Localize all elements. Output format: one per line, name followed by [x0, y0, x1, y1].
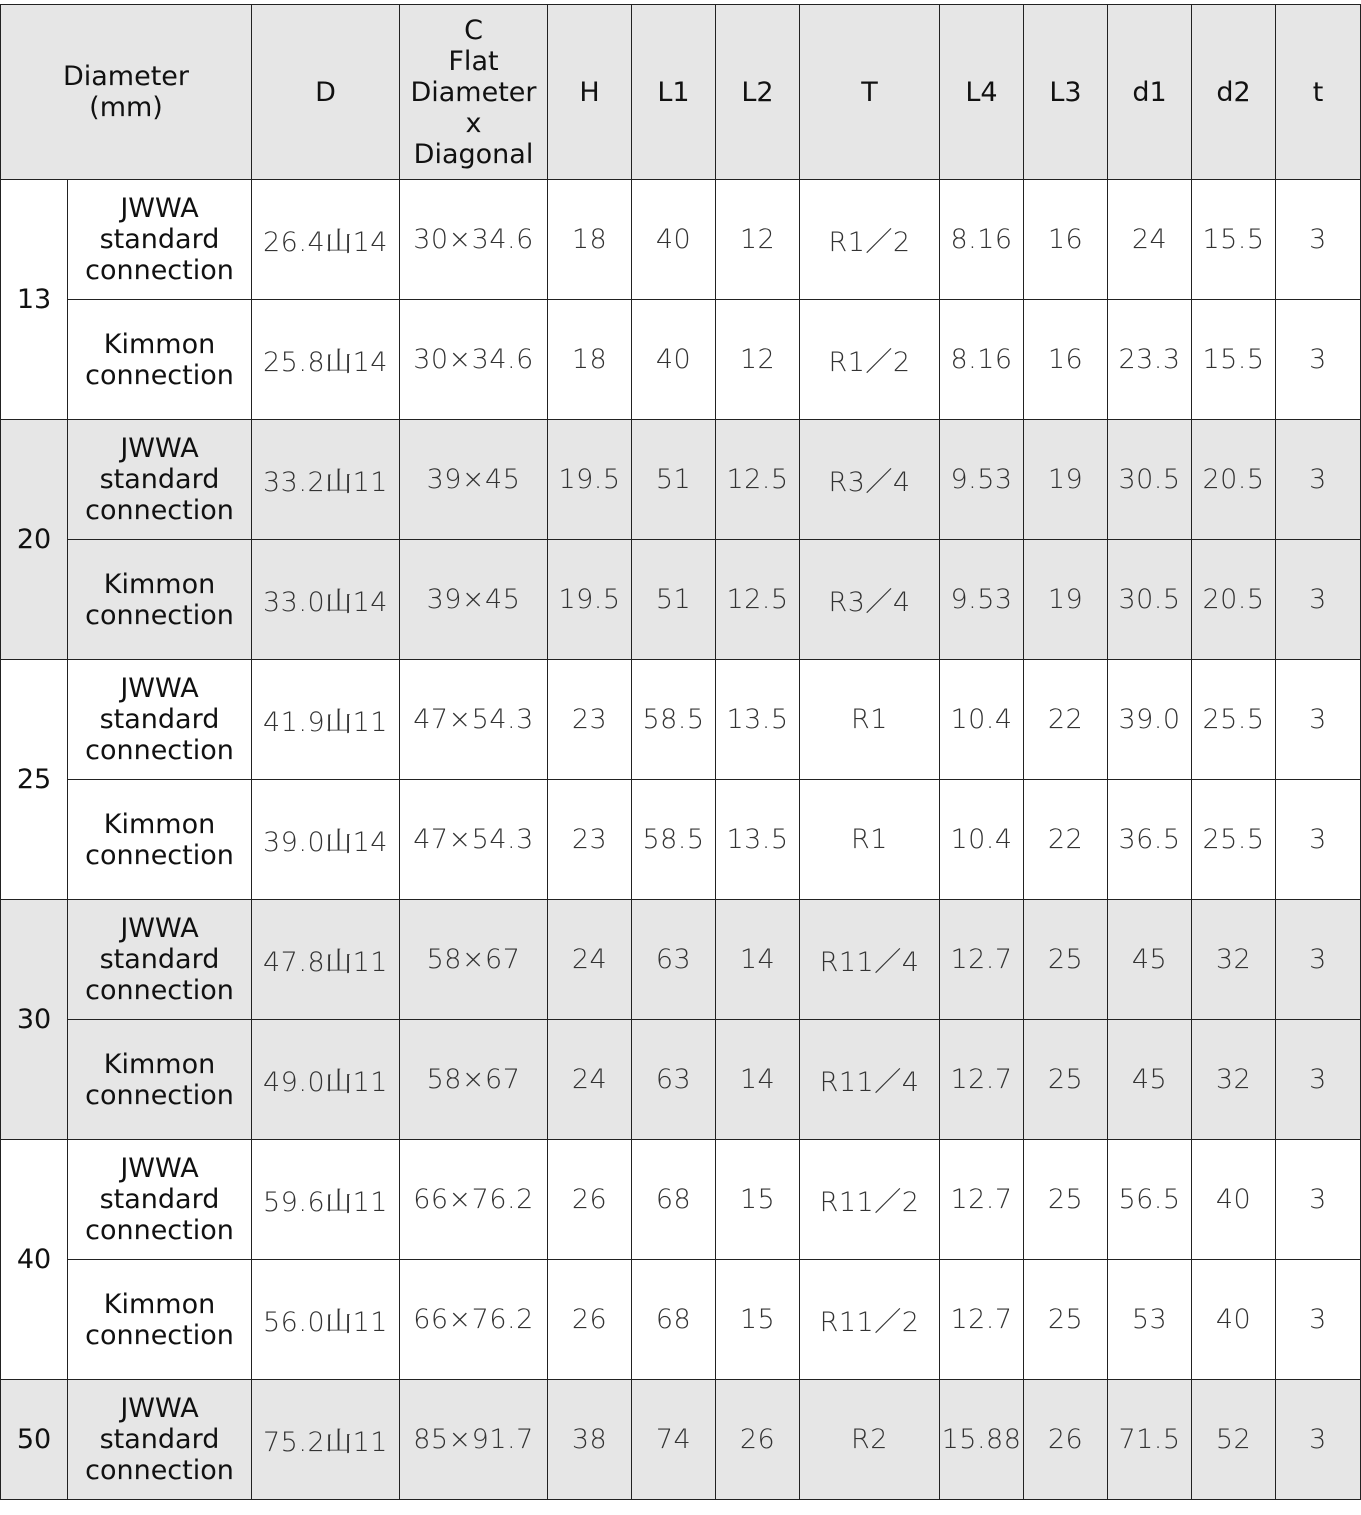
diameter-cell: 20 — [1, 420, 68, 660]
cell-L2: 14 — [716, 1020, 800, 1140]
cell-d2: 25.5 — [1192, 660, 1276, 780]
diameter-group-40 — [1, 1140, 1361, 1380]
header-L1-label: L1 — [657, 76, 690, 108]
header-d2 — [1192, 5, 1276, 180]
cell-C: 66×76.2 — [400, 1260, 548, 1380]
header-diameter — [1, 5, 252, 180]
cell-C: 30×34.6 — [400, 300, 548, 420]
cell-L1: 40 — [632, 300, 716, 420]
cell-L2: 13.5 — [716, 780, 800, 900]
cell-C: 39×45 — [400, 420, 548, 540]
cell-H: 19.5 — [548, 540, 632, 660]
cell-d2: 40 — [1192, 1260, 1276, 1380]
cell-T: R11／2 — [800, 1140, 940, 1260]
cell-L3: 16 — [1024, 180, 1108, 300]
cell-t: 3 — [1276, 1020, 1361, 1140]
table-row — [1, 300, 1361, 420]
cell-L2: 12.5 — [716, 420, 800, 540]
cell-L2: 12 — [716, 300, 800, 420]
cell-L3: 16 — [1024, 300, 1108, 420]
cell-T: R3／4 — [800, 420, 940, 540]
cell-L4: 15.88 — [940, 1380, 1024, 1500]
cell-L3: 19 — [1024, 420, 1108, 540]
header-L2 — [716, 5, 800, 180]
cell-L1: 74 — [632, 1380, 716, 1500]
cell-d1: 45 — [1108, 900, 1192, 1020]
cell-d2: 20.5 — [1192, 420, 1276, 540]
cell-T: R3／4 — [800, 540, 940, 660]
cell-L3: 19 — [1024, 540, 1108, 660]
table-row — [1, 660, 1361, 780]
cell-L2: 15 — [716, 1260, 800, 1380]
header-d1-label: d1 — [1132, 76, 1167, 108]
cell-L4: 10.4 — [940, 780, 1024, 900]
cell-L4: 12.7 — [940, 1260, 1024, 1380]
cell-H: 24 — [548, 900, 632, 1020]
diameter-group-20 — [1, 420, 1361, 660]
table-row — [1, 1260, 1361, 1380]
connection-type-cell: Kimmon connection — [68, 300, 252, 420]
cell-d2: 32 — [1192, 1020, 1276, 1140]
cell-d1: 45 — [1108, 1020, 1192, 1140]
cell-L3: 22 — [1024, 780, 1108, 900]
cell-L1: 63 — [632, 1020, 716, 1140]
table-row — [1, 180, 1361, 300]
cell-T: R11／2 — [800, 1260, 940, 1380]
cell-d2: 25.5 — [1192, 780, 1276, 900]
diameter-group-50 — [1, 1380, 1361, 1500]
cell-H: 26 — [548, 1140, 632, 1260]
cell-d1: 71.5 — [1108, 1380, 1192, 1500]
cell-L3: 25 — [1024, 1140, 1108, 1260]
cell-C: 85×91.7 — [400, 1380, 548, 1500]
connection-type-cell: JWWA standard connection — [68, 660, 252, 780]
cell-D: 59.6山11 — [252, 1140, 400, 1260]
cell-D: 47.8山11 — [252, 900, 400, 1020]
cell-D: 39.0山14 — [252, 780, 400, 900]
cell-L3: 22 — [1024, 660, 1108, 780]
cell-C: 66×76.2 — [400, 1140, 548, 1260]
cell-d1: 36.5 — [1108, 780, 1192, 900]
connection-type-cell: Kimmon connection — [68, 540, 252, 660]
cell-D: 49.0山11 — [252, 1020, 400, 1140]
diameter-cell: 50 — [1, 1380, 68, 1500]
header-H-label: H — [579, 76, 600, 108]
cell-L4: 10.4 — [940, 660, 1024, 780]
header-C — [400, 5, 548, 180]
cell-t: 3 — [1276, 780, 1361, 900]
cell-d1: 30.5 — [1108, 420, 1192, 540]
cell-C: 47×54.3 — [400, 660, 548, 780]
diameter-group-13 — [1, 180, 1361, 420]
cell-t: 3 — [1276, 1140, 1361, 1260]
header-d2-label: d2 — [1216, 76, 1251, 108]
spec-table — [0, 4, 1361, 1500]
cell-T: R1／2 — [800, 300, 940, 420]
cell-D: 26.4山14 — [252, 180, 400, 300]
header-L4-label: L4 — [965, 76, 998, 108]
cell-C: 30×34.6 — [400, 180, 548, 300]
cell-C: 39×45 — [400, 540, 548, 660]
cell-L2: 13.5 — [716, 660, 800, 780]
cell-T: R2 — [800, 1380, 940, 1500]
header-T-label: T — [861, 76, 878, 108]
cell-T: R1／2 — [800, 180, 940, 300]
cell-D: 56.0山11 — [252, 1260, 400, 1380]
cell-D: 41.9山11 — [252, 660, 400, 780]
cell-t: 3 — [1276, 660, 1361, 780]
cell-L1: 51 — [632, 420, 716, 540]
cell-L3: 26 — [1024, 1380, 1108, 1500]
diameter-cell: 13 — [1, 180, 68, 420]
diameter-cell: 30 — [1, 900, 68, 1140]
connection-type-cell: JWWA standard connection — [68, 1380, 252, 1500]
cell-H: 23 — [548, 660, 632, 780]
diameter-group-30 — [1, 900, 1361, 1140]
cell-D: 25.8山14 — [252, 300, 400, 420]
cell-L1: 51 — [632, 540, 716, 660]
cell-d1: 30.5 — [1108, 540, 1192, 660]
cell-t: 3 — [1276, 1380, 1361, 1500]
cell-d1: 56.5 — [1108, 1140, 1192, 1260]
header-C-label: C Flat Diameter x Diagonal — [410, 14, 537, 170]
cell-T: R1 — [800, 660, 940, 780]
table-row — [1, 900, 1361, 1020]
cell-H: 38 — [548, 1380, 632, 1500]
cell-D: 33.2山11 — [252, 420, 400, 540]
cell-d2: 40 — [1192, 1140, 1276, 1260]
cell-H: 26 — [548, 1260, 632, 1380]
table-row — [1, 1380, 1361, 1500]
cell-L2: 12 — [716, 180, 800, 300]
header-L3 — [1024, 5, 1108, 180]
cell-C: 58×67 — [400, 900, 548, 1020]
table-row — [1, 1020, 1361, 1140]
header-L4 — [940, 5, 1024, 180]
cell-L4: 9.53 — [940, 540, 1024, 660]
cell-L4: 9.53 — [940, 420, 1024, 540]
cell-L4: 8.16 — [940, 300, 1024, 420]
cell-L3: 25 — [1024, 1020, 1108, 1140]
header-d1 — [1108, 5, 1192, 180]
table-row — [1, 420, 1361, 540]
cell-H: 24 — [548, 1020, 632, 1140]
diameter-cell: 25 — [1, 660, 68, 900]
cell-d1: 53 — [1108, 1260, 1192, 1380]
cell-H: 19.5 — [548, 420, 632, 540]
cell-L1: 68 — [632, 1260, 716, 1380]
cell-L3: 25 — [1024, 900, 1108, 1020]
cell-L2: 12.5 — [716, 540, 800, 660]
connection-type-cell: JWWA standard connection — [68, 1140, 252, 1260]
diameter-cell: 40 — [1, 1140, 68, 1380]
cell-d2: 15.5 — [1192, 180, 1276, 300]
cell-d2: 52 — [1192, 1380, 1276, 1500]
header-L2-label: L2 — [741, 76, 774, 108]
connection-type-cell: Kimmon connection — [68, 1020, 252, 1140]
cell-D: 33.0山14 — [252, 540, 400, 660]
connection-type-cell: JWWA standard connection — [68, 900, 252, 1020]
cell-L2: 26 — [716, 1380, 800, 1500]
cell-d1: 23.3 — [1108, 300, 1192, 420]
header-D — [252, 5, 400, 180]
cell-L2: 14 — [716, 900, 800, 1020]
cell-C: 58×67 — [400, 1020, 548, 1140]
cell-d1: 24 — [1108, 180, 1192, 300]
cell-t: 3 — [1276, 180, 1361, 300]
connection-type-cell: JWWA standard connection — [68, 420, 252, 540]
connection-type-cell: JWWA standard connection — [68, 180, 252, 300]
cell-t: 3 — [1276, 900, 1361, 1020]
cell-t: 3 — [1276, 300, 1361, 420]
diameter-group-25 — [1, 660, 1361, 900]
header-L1 — [632, 5, 716, 180]
cell-L4: 12.7 — [940, 900, 1024, 1020]
cell-L1: 63 — [632, 900, 716, 1020]
connection-type-cell: Kimmon connection — [68, 780, 252, 900]
table-row — [1, 540, 1361, 660]
cell-d2: 15.5 — [1192, 300, 1276, 420]
cell-L4: 12.7 — [940, 1020, 1024, 1140]
cell-C: 47×54.3 — [400, 780, 548, 900]
cell-d1: 39.0 — [1108, 660, 1192, 780]
header-t-label: t — [1312, 76, 1324, 108]
cell-L1: 58.5 — [632, 780, 716, 900]
cell-L4: 12.7 — [940, 1140, 1024, 1260]
header-H — [548, 5, 632, 180]
header-L3-label: L3 — [1049, 76, 1082, 108]
cell-T: R1 — [800, 780, 940, 900]
header-diameter-label: Diameter (mm) — [62, 61, 190, 123]
cell-L1: 40 — [632, 180, 716, 300]
table-row — [1, 1140, 1361, 1260]
header-t — [1276, 5, 1361, 180]
cell-d2: 32 — [1192, 900, 1276, 1020]
cell-L3: 25 — [1024, 1260, 1108, 1380]
cell-H: 18 — [548, 300, 632, 420]
cell-T: R11／4 — [800, 1020, 940, 1140]
connection-type-cell: Kimmon connection — [68, 1260, 252, 1380]
cell-L2: 15 — [716, 1140, 800, 1260]
header-row — [1, 5, 1361, 180]
cell-H: 23 — [548, 780, 632, 900]
header-T — [800, 5, 940, 180]
cell-L4: 8.16 — [940, 180, 1024, 300]
header-D-label: D — [315, 76, 336, 108]
cell-t: 3 — [1276, 1260, 1361, 1380]
table-row — [1, 780, 1361, 900]
cell-t: 3 — [1276, 420, 1361, 540]
cell-H: 18 — [548, 180, 632, 300]
cell-L1: 58.5 — [632, 660, 716, 780]
cell-L1: 68 — [632, 1140, 716, 1260]
cell-D: 75.2山11 — [252, 1380, 400, 1500]
cell-t: 3 — [1276, 540, 1361, 660]
cell-T: R11／4 — [800, 900, 940, 1020]
cell-d2: 20.5 — [1192, 540, 1276, 660]
